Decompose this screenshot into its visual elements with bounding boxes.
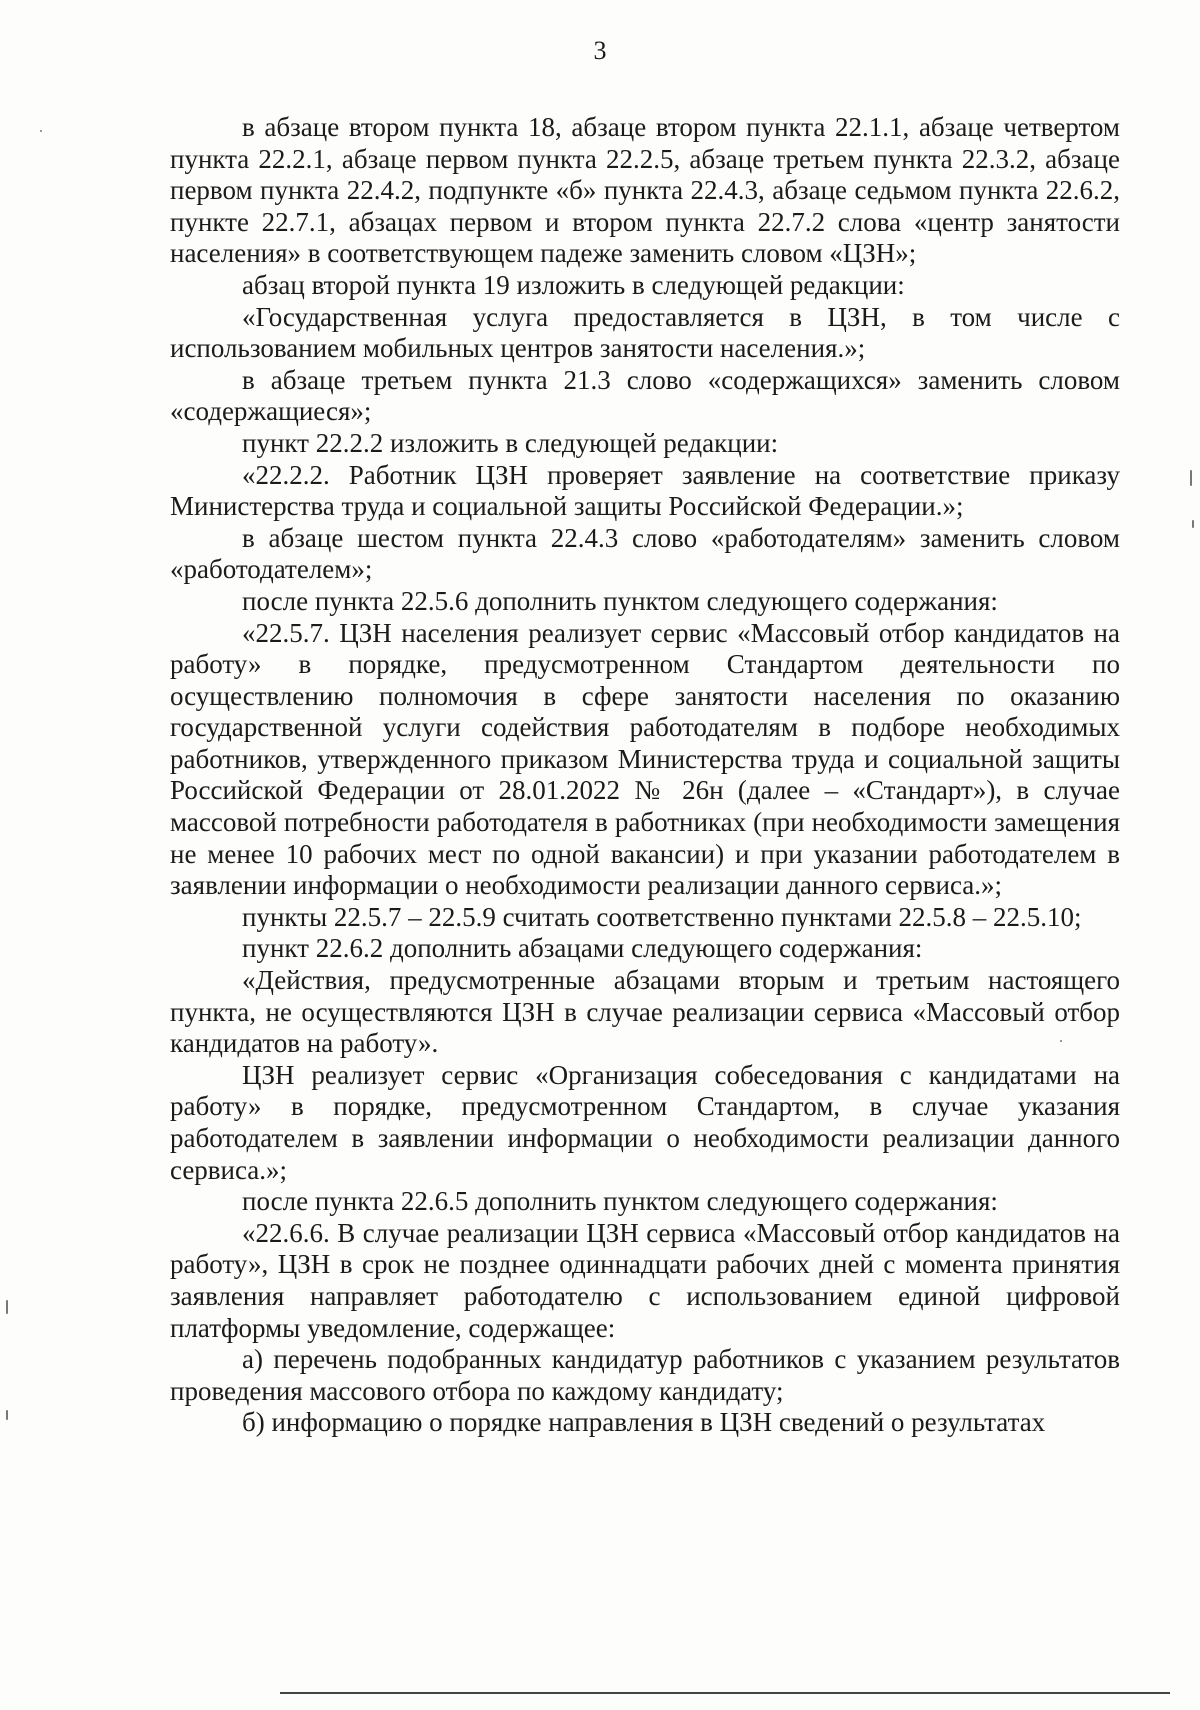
bottom-scan-line — [280, 1692, 1170, 1694]
paragraph: ЦЗН реализует сервис «Организация собеседования с кандидатами на работу» в порядке, предусмотренном Стандартом, в случае указания работодателем в заявлении информации о необходимости реализации данного сервиса.»; — [170, 1059, 1120, 1185]
paragraph: в абзаце шестом пункта 22.4.3 слово «работодателям» заменить словом «работодателем»; — [170, 522, 1120, 585]
document-body — [170, 112, 1120, 1439]
paragraph: а) перечень подобранных кандидатур работников с указанием результатов проведения массового отбора по каждому кандидату; — [170, 1344, 1120, 1406]
scan-speck — [1060, 1040, 1062, 1042]
paragraph: в абзаце третьем пункта 21.3 слово «содержащихся» заменить словом «содержащиеся»; — [170, 364, 1120, 427]
paragraph: «22.5.7. ЦЗН населения реализует сервис «Массовый отбор кандидатов на работу» в порядке, предусмотренном Стандартом деятельности по осуществлению полномочия в сфере занятости населения по оказанию государственной услуги содействия работодателям в подборе необходимых работников, утвержденного приказом Министерства труда и социальной защиты Российской Федерации от 28.01.2022 № 26н (далее – «Стандарт»), в случае массовой потребности работодателя в работниках (при необходимости замещения не менее 10 рабочих мест по одной вакансии) и при указании работодателем в заявлении информации о необходимости реализации данного сервиса.»; — [170, 617, 1120, 901]
paragraph: после пункта 22.5.6 дополнить пунктом следующего содержания: — [242, 585, 998, 616]
paragraph: в абзаце втором пункта 18, абзаце втором пункта 22.1.1, абзаце четвертом пункта 22.2.1, абзаце первом пункта 22.2.5, абзаце третьем пункта 22.3.2, абзаце первом пункта 22.4.2, подпункте «б» пункта 22.4.3, абзаце седьмом пункта 22.6.2, пункте 22.7.1, абзацах первом и втором пункта 22.7.2 слова «центр занятости населения» в соответствующем падеже заменить словом «ЦЗН»; — [170, 112, 1120, 269]
paragraph: абзац второй пункта 19 изложить в следующей редакции: — [242, 269, 905, 300]
page-number: 3 — [593, 36, 607, 65]
paragraph: пункты 22.5.7 – 22.5.9 считать соответственно пунктами 22.5.8 – 22.5.10; — [242, 901, 1082, 932]
paragraph: «22.2.2. Работник ЦЗН проверяет заявление на соответствие приказу Министерства труда и социальной защиты Российской Федерации.»; — [170, 459, 1120, 522]
paragraph: «Государственная услуга предоставляется в ЦЗН, в том числе с использованием мобильных центров занятости населения.»; — [170, 301, 1120, 364]
scan-speck — [1192, 520, 1194, 528]
paragraph: б) информацию о порядке направления в ЦЗН сведений о результатах — [242, 1407, 1046, 1438]
scan-speck — [40, 130, 42, 132]
paragraph: пункт 22.2.2 изложить в следующей редакции: — [242, 427, 779, 458]
paragraph: после пункта 22.6.5 дополнить пунктом следующего содержания: — [242, 1186, 998, 1217]
paragraph: «22.6.6. В случае реализации ЦЗН сервиса «Массовый отбор кандидатов на работу», ЦЗН в срок не позднее одиннадцати рабочих дней с момента принятия заявления направляет работодателю с использованием единой цифровой платформы уведомление, содержащее: — [170, 1217, 1120, 1343]
scan-speck — [6, 1410, 8, 1420]
scan-speck — [1190, 470, 1192, 486]
paragraph: «Действия, предусмотренные абзацами вторым и третьим настоящего пункта, не осуществляются ЦЗН в случае реализации сервиса «Массовый отбор кандидатов на работу». — [170, 965, 1120, 1059]
paragraph: пункт 22.6.2 дополнить абзацами следующего содержания: — [242, 933, 923, 964]
scan-speck — [6, 1300, 8, 1314]
